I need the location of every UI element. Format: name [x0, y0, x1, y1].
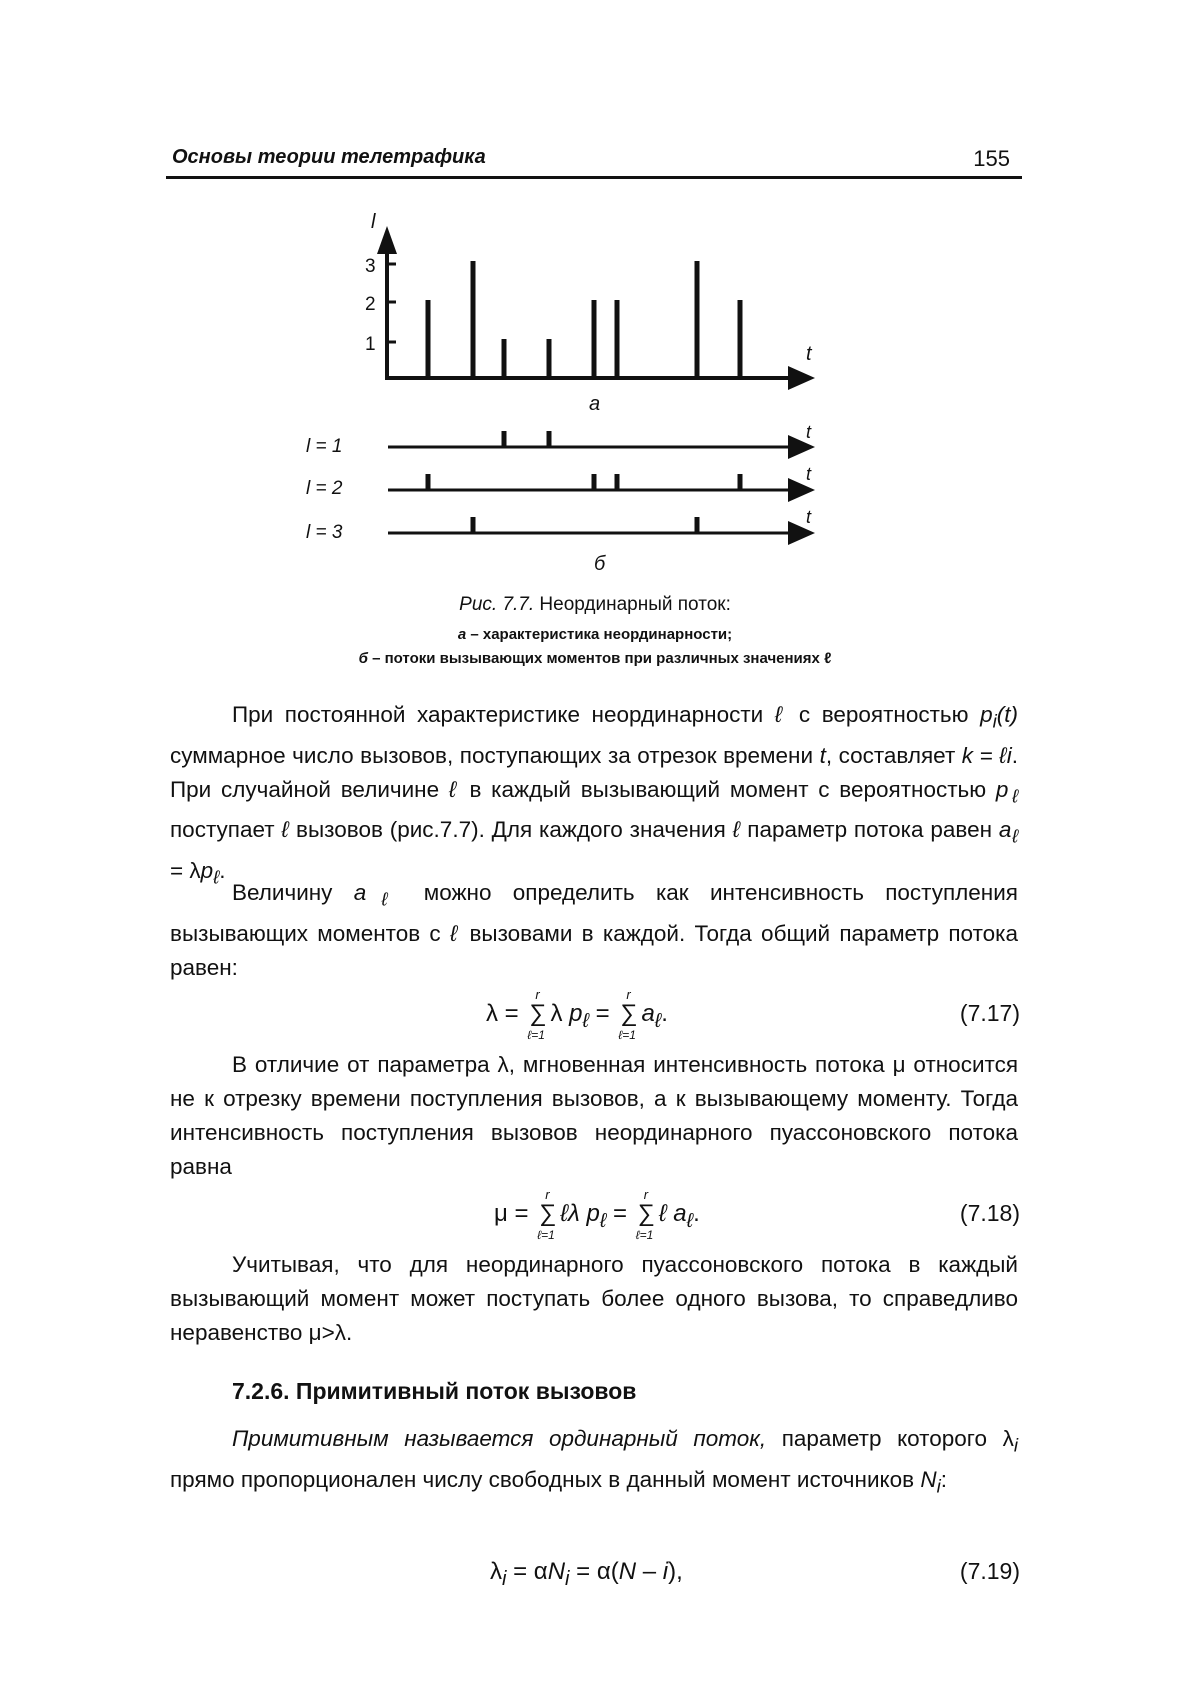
- row-label-2: l = 2: [306, 478, 343, 499]
- text: i: [565, 1567, 570, 1590]
- text: p: [200, 857, 214, 883]
- text: ℓ: [654, 1009, 662, 1032]
- caption-a-text: – характеристика неординарности;: [466, 626, 733, 643]
- text: a: [641, 1000, 655, 1027]
- paragraph-3: В отличие от параметра λ, мгновенная интенсивность потока μ относится не к отрезку времени поступления вызовов, а к вызывающему моменту. Тогда интенсивность поступления вызовов неординарного пуассоновского потока равна: [170, 1052, 1018, 1179]
- event-tick: [547, 431, 552, 447]
- text: a: [353, 880, 367, 905]
- text: ℓλ: [560, 1200, 580, 1227]
- text: ℓ: [448, 776, 460, 802]
- text: .: [693, 1200, 700, 1227]
- event-bar: [547, 339, 552, 378]
- equation-number: (7.19): [959, 1558, 1020, 1584]
- paragraph-2: [170, 876, 1018, 985]
- paragraph-5: [170, 1422, 1018, 1503]
- row-label-3: l = 3: [306, 522, 343, 543]
- figure-part-b: [306, 422, 815, 575]
- text: поступает: [170, 817, 282, 842]
- text: i: [936, 1475, 941, 1496]
- equation-number: (7.17): [959, 1000, 1020, 1026]
- text: a: [673, 1200, 687, 1227]
- text: =: [606, 1200, 634, 1227]
- text: k = ℓi: [961, 742, 1012, 768]
- figure-caption-line1: [0, 594, 1190, 616]
- event-tick: [738, 474, 743, 490]
- text: ℓ: [732, 817, 741, 842]
- text: i: [1013, 1434, 1018, 1456]
- sum-upper: r: [545, 1187, 550, 1202]
- sum-lower: ℓ=1: [618, 1028, 636, 1042]
- tick-label-3: 3: [365, 256, 376, 277]
- text: Величину: [232, 880, 354, 905]
- text: p: [980, 702, 993, 727]
- event-tick: [471, 517, 476, 533]
- paragraph-1: [170, 698, 1018, 894]
- event-bar: [615, 300, 620, 378]
- row-t-label-3: t: [806, 507, 812, 527]
- text: ℓ: [582, 1009, 589, 1032]
- text: Примитивным называется ординарный поток,: [232, 1426, 767, 1451]
- sub-label-b: б: [594, 553, 606, 575]
- y-axis-label: l: [371, 211, 376, 233]
- text: . При случайной величине: [170, 742, 1018, 802]
- text: (t): [996, 702, 1018, 727]
- text: При постоянной характеристике неординарности: [232, 702, 775, 727]
- text: –: [636, 1558, 663, 1585]
- sub-label-a: а: [589, 393, 601, 415]
- text: N: [618, 1558, 637, 1585]
- text: p: [586, 1200, 600, 1227]
- text: вызовами в каждой. Тогда общий параметр потока равен:: [170, 920, 1018, 980]
- sum-lower: ℓ=1: [635, 1228, 654, 1242]
- text: ℓ: [449, 920, 461, 946]
- text: i: [992, 710, 997, 732]
- text: a: [998, 817, 1012, 842]
- text: ),: [668, 1558, 683, 1585]
- formula-7-17: [0, 987, 1190, 1050]
- formula-body: [490, 1558, 683, 1591]
- formula-body: [486, 987, 668, 1042]
- text: N: [547, 1558, 566, 1585]
- event-bar: [502, 339, 507, 378]
- text: ℓ: [366, 888, 403, 910]
- text: =: [588, 1000, 617, 1027]
- text: ℓ: [774, 702, 788, 727]
- text: .: [219, 857, 226, 883]
- text: можно определить как интенсивность поступления вызывающих моментов с: [170, 880, 1018, 946]
- figure-caption-line3: [0, 650, 1190, 667]
- sum-symbol: ∑ r ℓ=1: [618, 987, 638, 1042]
- event-bar: [592, 300, 597, 378]
- sum-lower: ℓ=1: [537, 1228, 555, 1242]
- caption-b-label: б: [358, 650, 368, 667]
- text: μ =: [494, 1200, 536, 1227]
- y-axis-arrow: [377, 226, 397, 254]
- text: i: [662, 1558, 669, 1585]
- page-number: 155: [973, 146, 1010, 171]
- formula-7-18: [0, 1187, 1190, 1250]
- text: ℓ: [1008, 785, 1018, 806]
- text: p: [569, 1000, 583, 1027]
- figure-part-a: [365, 211, 815, 415]
- text: суммарное число вызовов, поступающих за отрезок времени: [170, 742, 820, 768]
- event-bar: [695, 261, 700, 378]
- text: вызовов (рис.7.7). Для каждого значения: [289, 817, 733, 842]
- sum-upper: r: [626, 987, 631, 1002]
- paragraph-4: Учитывая, что для неординарного пуассоновского потока в каждый вызывающий момент может поступать более одного вызова, то справедливо неравенство μ>λ.: [170, 1252, 1018, 1345]
- row-label-1: l = 1: [306, 436, 343, 457]
- caption-b-text: – потоки вызывающих моментов при различных значениях ℓ: [367, 650, 832, 667]
- caption-label: Рис. 7.7.: [459, 594, 535, 615]
- text: λ =: [486, 1000, 526, 1027]
- text: , составляет: [825, 742, 962, 768]
- formula-body: [494, 1187, 700, 1242]
- text: параметр потока равен: [740, 817, 999, 842]
- text: ℓ: [213, 866, 220, 887]
- caption-a-label: а: [457, 626, 467, 643]
- text: :: [940, 1466, 948, 1492]
- event-tick: [502, 431, 507, 447]
- event-bar: [471, 261, 476, 378]
- text: p: [995, 776, 1009, 802]
- sum-lower: ℓ=1: [527, 1028, 545, 1042]
- equation-number: (7.18): [959, 1200, 1020, 1226]
- event-bar: [738, 300, 743, 378]
- sum-upper: r: [643, 1187, 649, 1202]
- tick-label-2: 2: [365, 294, 376, 315]
- row-t-label-1: t: [806, 422, 812, 442]
- text: ℓ: [599, 1209, 607, 1232]
- text: ℓ: [686, 1209, 694, 1232]
- text: = λ: [170, 857, 201, 883]
- text: ℓ: [1011, 825, 1019, 847]
- section-heading: 7.2.6. Примитивный поток вызовов: [232, 1378, 637, 1404]
- text: N: [920, 1466, 937, 1492]
- sum-symbol: ∑ r ℓ=1: [537, 1187, 557, 1242]
- figure-caption-line2: [0, 626, 1190, 643]
- text: = α: [506, 1558, 548, 1585]
- sum-symbol: ∑ r ℓ=1: [635, 1187, 655, 1242]
- x-axis-label: t: [806, 343, 812, 365]
- running-title: Основы теории телетрафика: [172, 146, 486, 168]
- text: t: [819, 742, 826, 768]
- sum-symbol: ∑ r ℓ=1: [527, 987, 547, 1042]
- text: λ: [490, 1558, 502, 1585]
- text: в каждый вызывающий момент с вероятностью: [459, 776, 996, 802]
- text: ℓ: [281, 817, 290, 842]
- event-tick: [592, 474, 597, 490]
- row-t-label-2: t: [806, 464, 812, 484]
- event-tick: [426, 474, 431, 490]
- sum-upper: r: [535, 987, 540, 1002]
- event-tick: [615, 474, 620, 490]
- caption-title: Неординарный поток:: [534, 594, 731, 615]
- text: .: [661, 1000, 668, 1027]
- event-bars-a: [426, 261, 743, 378]
- text: = α(: [569, 1558, 619, 1585]
- event-bar: [426, 300, 431, 378]
- text: с вероятностью: [787, 702, 981, 727]
- event-tick: [695, 517, 700, 533]
- text: прямо пропорционален числу свободных в данный момент источников: [170, 1466, 921, 1492]
- text: i: [502, 1567, 507, 1590]
- text: ℓ: [658, 1200, 667, 1227]
- tick-label-1: 1: [365, 334, 376, 355]
- text: λ: [550, 1000, 563, 1027]
- x-axis-arrow: [788, 366, 815, 390]
- formula-7-19: [0, 1548, 1190, 1608]
- text: параметр которого λ: [766, 1426, 1014, 1451]
